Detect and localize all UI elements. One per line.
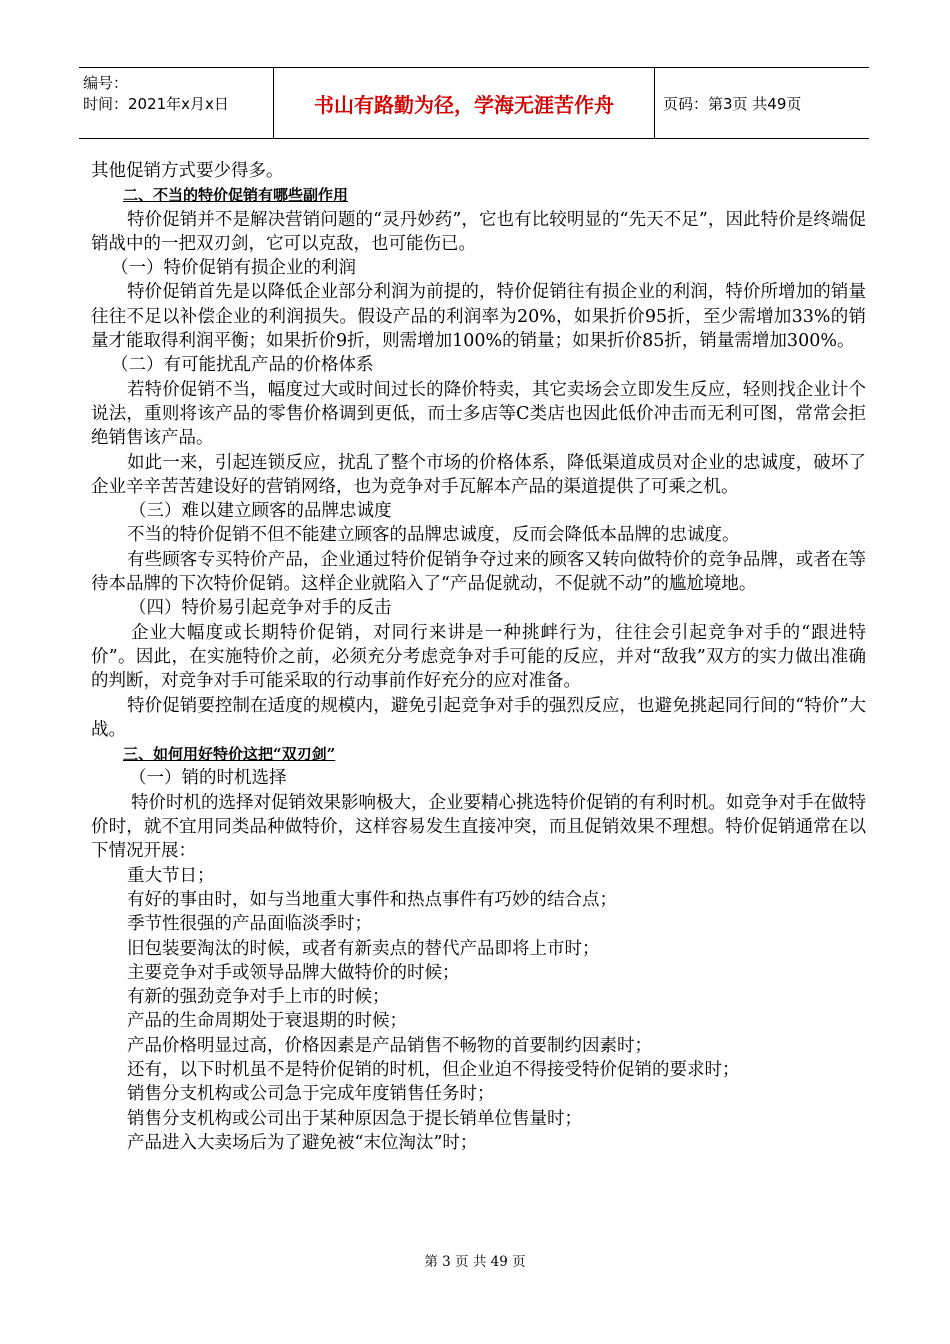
list-item: 季节性很强的产品面临淡季时；	[127, 914, 372, 935]
list-item: 有新的强劲竞争对手上市的时候；	[127, 987, 390, 1008]
subsection-heading: （二）有可能扰乱产品的价格体系	[111, 355, 374, 376]
body-paragraph: 不当的特价促销不但不能建立顾客的品牌忠诚度，反而会降低本品牌的忠诚度。	[127, 525, 740, 546]
list-item: 销售分支机构或公司急于完成年度销售任务时；	[127, 1084, 495, 1105]
subsection-heading: （一）销的时机选择	[129, 768, 287, 789]
list-item: 还有，以下时机虽不是特价促销的时机，但企业迫不得接受特价促销的要求时；	[127, 1059, 740, 1080]
list-item: 销售分支机构或公司出于某种原因急于提长销单位售量时；	[127, 1108, 582, 1129]
header-page-info: 页码：第3页 共49页	[663, 94, 802, 113]
body-paragraph: 特价促销并不是解决营销问题的“灵丹妙药”，它也有比较明显的“先天不足”，因此特价是终端促销战中的一把双刃剑，它可以克敌，也可能伤已。	[91, 209, 866, 254]
page-footer: 第 3 页 共 49 页	[424, 1254, 526, 1270]
list-item: 产品的生命周期处于衰退期的时候；	[127, 1011, 407, 1032]
list-item: 产品价格明显过高，价格因素是产品销售不畅物的首要制约因素时；	[127, 1035, 652, 1056]
header-left-cell	[79, 68, 274, 138]
subsection-heading: （一）特价促销有损企业的利润	[111, 258, 356, 279]
section-heading: 三、如何用好特价这把“双刃剑”	[123, 745, 336, 764]
body-paragraph: 若特价促销不当，幅度过大或时间过长的降价特卖，其它卖场会立即发生反应，轻则找企业计个说法，重则将该产品的零售价格调到更低，而士多店等C类店也因此低价冲击而无利可图，常常会拒绝销售该产品。	[91, 379, 866, 449]
list-item: 主要竞争对手或领导品牌大做特价的时候；	[127, 962, 460, 983]
list-item: 重大节日；	[127, 865, 215, 886]
header-motto: 书山有路勤为径，学海无涯苦作舟	[274, 68, 655, 138]
subsection-heading: （四）特价易引起竞争对手的反击	[129, 598, 392, 619]
document-date: 时间：2021年x月x日	[83, 95, 229, 113]
list-item: 产品进入大卖场后为了避免被“末位淘汰”时；	[127, 1132, 478, 1153]
body-paragraph: 特价促销首先是以降低企业部分利润为前提的，特价促销往有损企业的利润，特价所增加的销量往往不足以补偿企业的利润损失。假设产品的利润率为20%，如果折价95折，至少需增加33%的销量才能取得利润平衡；如果折价9折，则需增加100%的销量；如果折价85折，销量需增加300%。	[91, 282, 866, 352]
body-paragraph: 企业大幅度或长期特价促销，对同行来讲是一种挑衅行为，往往会引起竞争对手的“跟进特价”。因此，在实施特价之前，必须充分考虑竞争对手可能的反应，并对“敌我”双方的实力做出准确的判断，对竞争对手可能采取的行动事前作好充分的应对准备。	[91, 622, 866, 692]
body-paragraph: 特价时机的选择对促销效果影响极大，企业要精心挑选特价促销的有利时机。如竞争对手在做特价时，就不宜用同类品种做特价，这样容易发生直接冲突，而且促销效果不理想。特价促销通常在以下情况开展：	[91, 792, 866, 862]
body-paragraph: 其他促销方式要少得多。	[91, 161, 284, 181]
subsection-heading: （三）难以建立顾客的品牌忠诚度	[129, 501, 392, 522]
page-header	[79, 67, 869, 139]
document-number-label: 编号：	[83, 74, 129, 92]
body-paragraph: 特价促销要控制在适度的规模内，避免引起竞争对手的强烈反应，也避免挑起同行间的“特价”大战。	[91, 695, 866, 740]
list-item: 有好的事由时，如与当地重大事件和热点事件有巧妙的结合点；	[127, 889, 617, 910]
body-paragraph: 有些顾客专买特价产品，企业通过特价促销争夺过来的顾客又转向做特价的竞争品牌，或者在等待本品牌的下次特价促销。这样企业就陷入了“产品促就动，不促就不动”的尴尬境地。	[91, 549, 866, 595]
document-body	[91, 159, 866, 1155]
body-paragraph: 如此一来，引起连锁反应，扰乱了整个市场的价格体系，降低渠道成员对企业的忠诚度，破坏了企业辛辛苦苦建设好的营销网络，也为竞争对手瓦解本产品的渠道提供了可乘之机。	[91, 452, 866, 497]
list-item: 旧包装要淘汰的时候，或者有新卖点的替代产品即将上市时；	[127, 938, 600, 959]
section-heading: 二、不当的特价促销有哪些副作用	[123, 186, 349, 205]
